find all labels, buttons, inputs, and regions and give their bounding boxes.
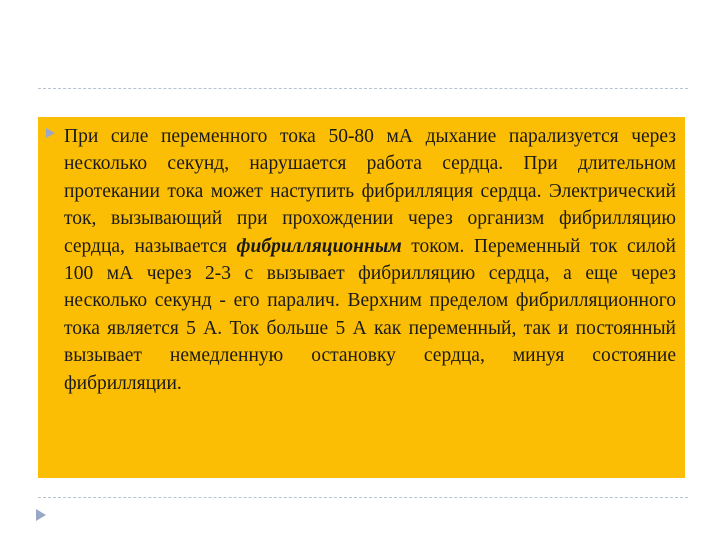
triangle-marker-icon: [36, 509, 46, 521]
top-divider: [38, 88, 688, 89]
text-after-term: током. Переменный ток силой 100 мА через 2-3 с вызывает фибрилляцию сердца, а еще через несколько секунд - его паралич. Верхним пределом фибрилляционного тока является 5 А. Ток больше 5 А как переменный, так и постоянный вызывает немедленную остановку сердца, минуя состояние фибрилляции.: [64, 235, 676, 394]
highlighted-text-box: [38, 117, 685, 478]
highlighted-term: фибрилляционным: [236, 235, 402, 257]
triangle-bullet-icon: [46, 128, 55, 138]
text-before-term: При силе переменного тока 50-80 мА дыхание парализуется через несколько секунд, нарушается работа сердца. При длительном протекании тока может наступить фибрилляция сердца. Электрический ток, вызывающий при прохождении через организм фибрилляцию сердца, называется: [64, 126, 676, 257]
body-paragraph: [64, 123, 676, 397]
bottom-divider: [38, 497, 688, 498]
